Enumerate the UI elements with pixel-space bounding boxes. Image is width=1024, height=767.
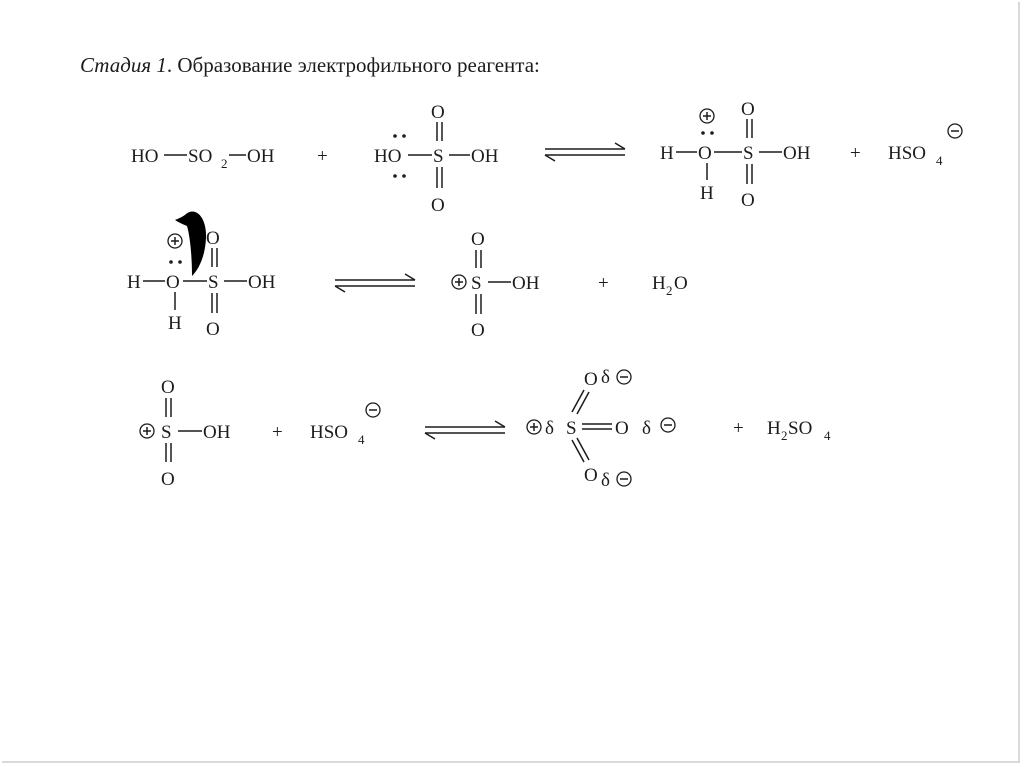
- plus-sign: +: [733, 418, 744, 439]
- sulfur-trioxide-polarized: [527, 367, 675, 491]
- atom-label: H: [660, 143, 674, 164]
- atom-label: S: [208, 272, 219, 293]
- reaction-1: [131, 99, 962, 216]
- atom-label: HSO: [888, 143, 927, 164]
- atom-label: H: [700, 183, 714, 204]
- atom-label: OH: [783, 143, 811, 164]
- title-text: . Образование электрофильного реагента:: [166, 53, 540, 77]
- sulfonyl-cation-hydroxy: [452, 229, 540, 341]
- atom-label: O: [161, 377, 175, 398]
- atom-label: O: [741, 99, 755, 120]
- atom-label: O: [698, 143, 712, 164]
- atom-label: OH: [471, 146, 499, 167]
- atom-label: O: [471, 320, 485, 341]
- sulfonyl-cation-hydroxy: [140, 377, 231, 490]
- plus-sign: +: [850, 143, 861, 164]
- atom-label: S: [471, 273, 482, 294]
- electron-shift-arrow: [175, 211, 206, 276]
- atom-label: H: [652, 273, 666, 294]
- partial-charge: δ: [601, 470, 610, 491]
- sulfuric-acid-structural: [374, 102, 499, 216]
- protonated-sulfuric-acid: [660, 99, 811, 211]
- equilibrium-arrow: [545, 143, 625, 161]
- atom-label: O: [166, 272, 180, 293]
- atom-label: O: [584, 465, 598, 486]
- slide-title: [80, 53, 540, 77]
- atom-label: SO: [188, 146, 213, 167]
- subscript: 2: [781, 428, 788, 443]
- plus-sign: +: [598, 273, 609, 294]
- atom-label: O: [206, 319, 220, 340]
- atom-label: H: [767, 418, 781, 439]
- partial-charge: δ: [642, 418, 651, 439]
- atom-label: S: [566, 418, 577, 439]
- atom-label: OH: [512, 273, 540, 294]
- atom-label: O: [206, 228, 220, 249]
- atom-label: HO: [374, 146, 402, 167]
- atom-label: O: [674, 273, 688, 294]
- atom-label: O: [615, 418, 629, 439]
- atom-label: OH: [247, 146, 275, 167]
- atom-label: H: [127, 272, 141, 293]
- atom-label: OH: [203, 422, 231, 443]
- atom-label: O: [584, 369, 598, 390]
- hydrogen-sulfate-anion: [310, 403, 380, 447]
- atom-label: O: [431, 102, 445, 123]
- hydrogen-sulfate-anion: [888, 124, 962, 168]
- protonated-sulfuric-acid: [127, 211, 276, 340]
- plus-sign: +: [272, 422, 283, 443]
- atom-label: O: [431, 195, 445, 216]
- atom-label: HO: [131, 146, 159, 167]
- reaction-3: [140, 367, 831, 491]
- subscript: 4: [824, 428, 831, 443]
- partial-charge: δ: [545, 418, 554, 439]
- atom-label: S: [433, 146, 444, 167]
- atom-label: HSO: [310, 422, 349, 443]
- sulfuric-acid-formula: [767, 418, 831, 443]
- atom-label: S: [743, 143, 754, 164]
- atom-label: S: [161, 422, 172, 443]
- atom-label: O: [161, 469, 175, 490]
- equilibrium-arrow: [425, 421, 505, 439]
- atom-label: OH: [248, 272, 276, 293]
- partial-charge: δ: [601, 367, 610, 388]
- water: [652, 273, 688, 298]
- title-stage-label: Стадия 1: [80, 53, 167, 77]
- subscript: 4: [358, 432, 365, 447]
- atom-label: O: [471, 229, 485, 250]
- equilibrium-arrow: [335, 274, 415, 292]
- subscript: 4: [936, 153, 943, 168]
- reaction-2: [127, 211, 688, 341]
- plus-sign: +: [317, 146, 328, 167]
- atom-label: O: [741, 190, 755, 211]
- subscript: 2: [666, 283, 673, 298]
- sulfuric-acid-linear: [131, 146, 275, 171]
- atom-label: H: [168, 313, 182, 334]
- subscript: 2: [221, 156, 228, 171]
- atom-label: SO: [788, 418, 813, 439]
